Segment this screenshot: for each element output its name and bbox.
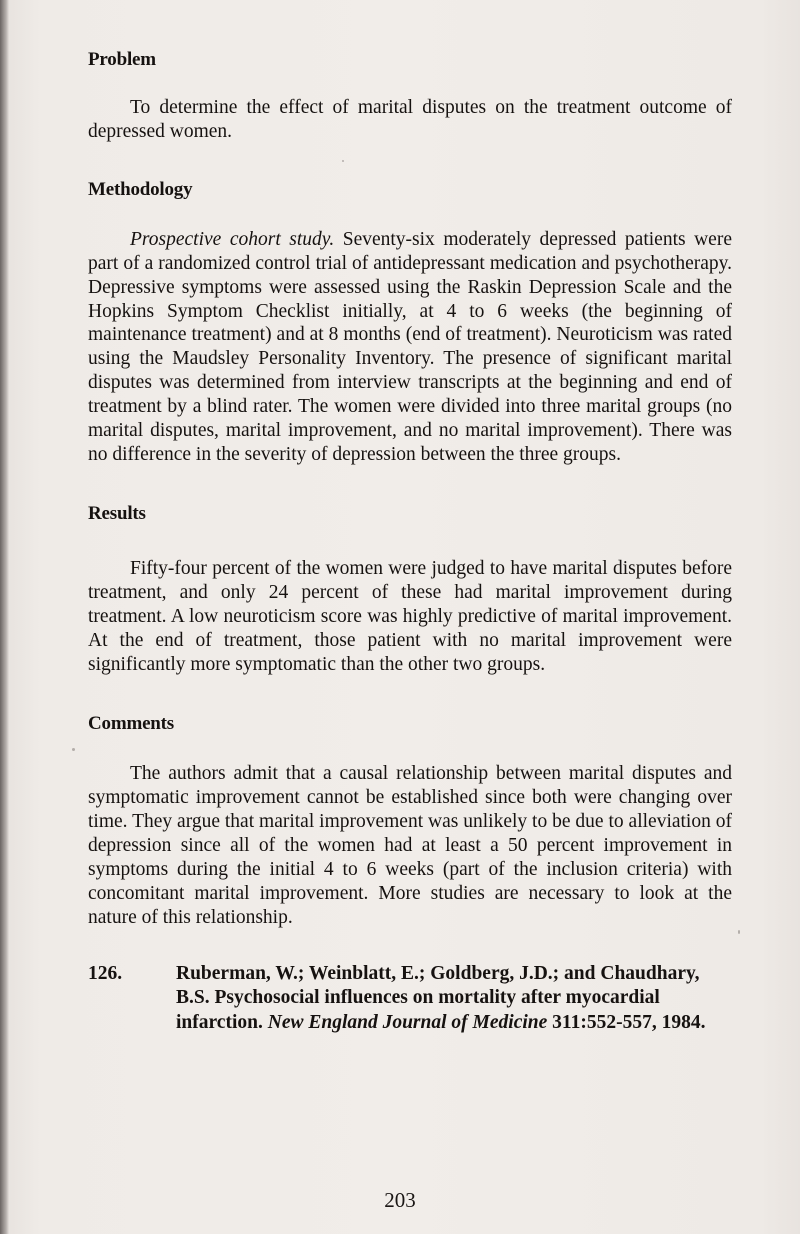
citation-journal: New England Journal of Medicine — [267, 1011, 548, 1033]
paper-speck — [738, 930, 740, 934]
citation-authors-title: Ruberman, W.; Weinblatt, E.; Goldberg, J.D.; and Chaudhary, B.S. Psychosocial influences on mortality after myocardial infarction. — [176, 962, 700, 1033]
results-paragraph — [88, 557, 732, 677]
citation-details: 311:552-557, 1984. — [547, 1011, 706, 1033]
problem-paragraph — [88, 96, 732, 144]
methodology-heading: Methodology — [88, 178, 193, 200]
methodology-paragraph — [88, 228, 732, 467]
problem-heading: Problem — [88, 49, 156, 70]
methodology-text: Seventy-six moderately depressed patients were part of a randomized control trial of antidepressant medication and psychotherapy. Depressive symptoms were assessed using the Raskin Depression Scale and the Hopkins Symptom Checklist initially, at 4 to 6 weeks (the beginning of maintenance treatment) and at 8 months (end of treatment). Neuroticism was rated using the Maudsley Personality Inventory. The presence of significant marital disputes was determined from interview transcripts at the beginning and end of treatment by a blind rater. The women were divided into three marital groups (no marital disputes, marital improvement, and no marital improvement). There was no difference in the severity of depression between the three groups. — [88, 228, 732, 465]
comments-text: The authors admit that a causal relationship between marital disputes and symptomatic improvement cannot be established since both were changing over time. They argue that marital improvement was unlikely to be due to alleviation of depression since all of the women had at least a 50 percent improvement in symptoms during the initial 4 to 6 weeks (part of the inclusion criteria) with concomitant marital improvement. More studies are necessary to look at the nature of this relationship. — [88, 763, 732, 928]
problem-text: To determine the effect of marital disputes on the treatment outcome of depressed women. — [88, 97, 732, 142]
paper-speck — [72, 748, 75, 751]
page-content — [88, 48, 732, 1035]
page-number: 203 — [384, 1188, 416, 1212]
results-heading: Results — [88, 502, 146, 524]
comments-heading: Comments — [88, 713, 174, 735]
results-text: Fifty-four percent of the women were judged to have marital disputes before treatment, and only 24 percent of these had marital improvement during treatment. A low neuroticism score was highly predictive of marital improvement. At the end of treatment, those patient with no marital improvement were significantly more symptomatic than the other two groups. — [88, 557, 732, 675]
citation-number: 126. — [88, 962, 123, 984]
book-gutter-shadow — [0, 0, 9, 1234]
paper-speck — [342, 160, 344, 162]
citation-entry — [88, 962, 732, 1036]
comments-paragraph — [88, 762, 732, 929]
citation-text — [176, 962, 732, 1036]
study-type-label: Prospective cohort study. — [130, 228, 335, 250]
